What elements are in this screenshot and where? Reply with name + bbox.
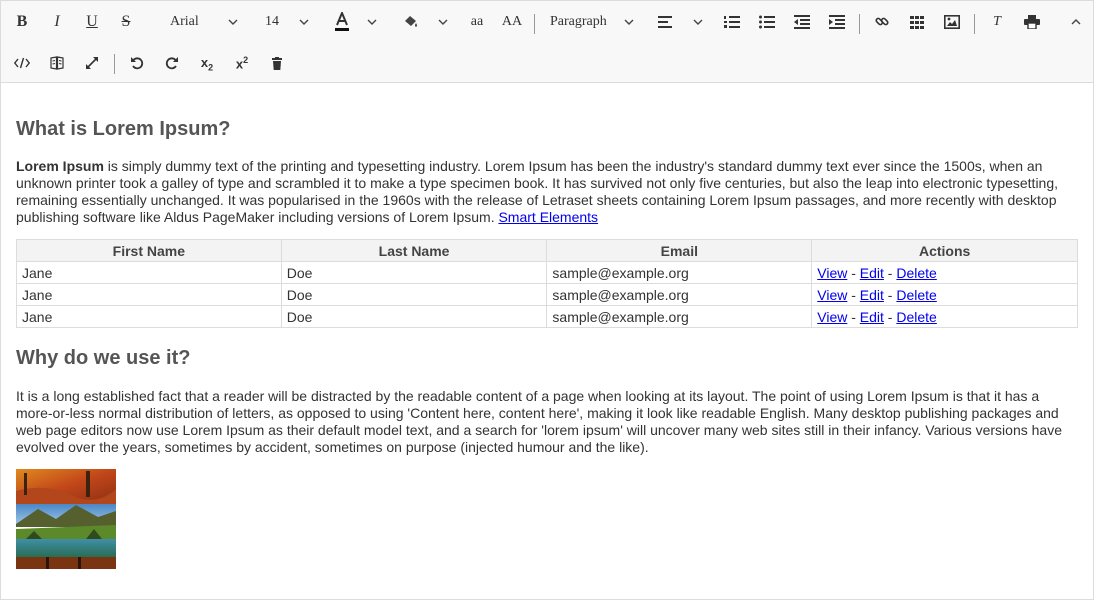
action-separator: - [847, 286, 860, 303]
data-table [16, 239, 1078, 328]
action-separator: - [883, 286, 897, 303]
font-color-button[interactable] [331, 10, 353, 34]
delete-button[interactable] [267, 53, 287, 73]
column-header-first-name: First Name [17, 240, 282, 262]
background-color-button[interactable] [400, 11, 422, 33]
action-separator: - [883, 308, 897, 325]
format-value: Paragraph [550, 14, 607, 29]
intro-bold-text: Lorem Ipsum [16, 158, 104, 174]
trash-icon [272, 57, 282, 70]
indent-icon [829, 15, 845, 29]
redo-icon [165, 56, 179, 70]
chevron-down-icon [299, 19, 309, 25]
last-name-cell: Doe [281, 306, 547, 328]
toolbar-separator [974, 14, 975, 34]
first-name-cell: Jane [17, 284, 282, 306]
unordered-list-button[interactable] [757, 12, 777, 32]
intro-paragraph [16, 158, 1072, 226]
landscape-image-graphic [16, 469, 116, 569]
ordered-list-button[interactable] [722, 12, 742, 32]
italic-icon: I [54, 13, 60, 30]
align-button[interactable] [656, 13, 674, 31]
underline-button[interactable] [81, 11, 103, 33]
action-separator: - [847, 264, 860, 281]
table-grid-icon [910, 16, 924, 29]
print-icon [1024, 15, 1040, 29]
actions-cell [812, 262, 1078, 284]
strikethrough-button[interactable] [115, 11, 137, 33]
delete-link[interactable]: Delete [896, 308, 937, 325]
intro-body-text: is simply dummy text of the printing and typesetting industry. Lorem Ipsum has been the industry's standard dummy text ever since the 1500s, when an unknown printer took a galley of type and scrambled it to make a type specimen book. It has survived not only five centuries, but also the leap into electronic typesetting, remaining essentially unchanged. It was popularised in the 1960s with the release of Letraset sheets containing Lorem Ipsum passages, and more recently with desktop publishing software like Aldus PageMaker including versions of Lorem Ipsum. [16, 158, 1059, 225]
heading-what-is-lorem-ipsum: What is Lorem Ipsum? [16, 118, 231, 140]
delete-link[interactable]: Delete [896, 286, 937, 303]
table-button[interactable] [907, 12, 927, 32]
background-color-dropdown[interactable] [436, 15, 450, 29]
first-name-cell: Jane [17, 262, 282, 284]
first-name-cell: Jane [17, 306, 282, 328]
email-cell: sample@example.org [547, 306, 812, 328]
uppercase-label: AA [501, 14, 523, 29]
image-icon [944, 15, 960, 29]
table-row [17, 284, 1078, 306]
toolbar-separator [114, 54, 115, 74]
action-separator: - [883, 264, 897, 281]
edit-link[interactable]: Edit [859, 308, 884, 325]
format-dropdown[interactable] [543, 11, 638, 33]
font-size-value: 14 [265, 14, 279, 29]
link-icon [875, 15, 889, 29]
chevron-up-icon [1071, 19, 1081, 25]
view-link[interactable]: View [817, 286, 848, 303]
chevron-down-icon [438, 19, 448, 25]
image-button[interactable] [942, 12, 962, 32]
clear-format-button[interactable] [987, 12, 1007, 32]
align-dropdown[interactable] [691, 15, 705, 29]
print-button[interactable] [1022, 12, 1042, 32]
clear-format-icon: T [993, 14, 1001, 29]
subscript-icon: $x_2$ [200, 55, 214, 73]
superscript-button[interactable] [232, 52, 252, 74]
fullscreen-button[interactable] [82, 53, 102, 73]
last-name-cell: Doe [281, 262, 547, 284]
unordered-list-icon [759, 15, 775, 29]
expand-icon [85, 56, 99, 70]
actions-cell [812, 306, 1078, 328]
italic-button[interactable] [46, 11, 68, 33]
toolbar [1, 1, 1093, 83]
outdent-button[interactable] [792, 12, 812, 32]
chevron-down-icon [693, 19, 703, 25]
chevron-down-icon [367, 19, 377, 25]
indent-button[interactable] [827, 12, 847, 32]
bold-button[interactable] [11, 11, 33, 33]
redo-button[interactable] [162, 53, 182, 73]
editor-content[interactable] [1, 84, 1093, 599]
font-color-icon [334, 12, 350, 32]
table-row [17, 306, 1078, 328]
align-left-icon [658, 16, 672, 28]
bold-icon: B [16, 13, 28, 30]
why-paragraph: It is a long established fact that a reader will be distracted by the readable content of a page when looking at its layout. The point of using Lorem Ipsum is that it has a more-or-less normal distribution of letters, as opposed to using 'Content here, content here', making it look like readable English. Many desktop publishing packages and web page editors now use Lorem Ipsum as their default model text, and a search for 'lorem ipsum' will uncover many web sites still in their infancy. Various versions have evolved over the years, sometimes by accident, sometimes on purpose (injected humour and the like). [16, 388, 1062, 455]
lowercase-label: aa [470, 14, 484, 29]
font-color-dropdown[interactable] [365, 15, 379, 29]
font-size-dropdown[interactable] [259, 11, 319, 33]
undo-button[interactable] [127, 53, 147, 73]
landscape-image[interactable] [16, 469, 116, 569]
lowercase-button[interactable] [465, 11, 489, 33]
book-icon [50, 56, 64, 70]
chevron-down-icon [624, 19, 634, 25]
ordered-list-icon [724, 15, 740, 29]
toolbar-separator [859, 14, 860, 34]
subscript-button[interactable] [197, 53, 217, 75]
edit-link[interactable]: Edit [859, 286, 884, 303]
undo-icon [130, 56, 144, 70]
superscript-icon: $x^2$ [235, 54, 249, 72]
underline-icon: U [86, 13, 98, 30]
toolbar-separator [534, 14, 535, 34]
action-separator: - [847, 308, 860, 325]
strikethrough-icon: S [121, 13, 131, 30]
actions-cell [812, 284, 1078, 306]
column-header-actions: Actions [812, 240, 1078, 262]
code-icon [14, 57, 30, 69]
edit-link[interactable]: Edit [859, 264, 884, 281]
chevron-down-icon [228, 19, 238, 25]
column-header-last-name: Last Name [281, 240, 547, 262]
column-header-email: Email [547, 240, 812, 262]
collapse-toolbar-button[interactable] [1069, 15, 1083, 29]
view-link[interactable]: View [817, 308, 848, 325]
uppercase-button[interactable] [498, 11, 526, 33]
source-code-button[interactable] [12, 53, 32, 73]
view-link[interactable]: View [817, 264, 848, 281]
font-name-value: Arial [170, 14, 199, 29]
link-button[interactable] [872, 12, 892, 32]
paint-bucket-icon [403, 14, 419, 30]
outdent-icon [794, 15, 810, 29]
font-name-dropdown[interactable] [161, 11, 246, 33]
heading-why-do-we-use-it: Why do we use it? [16, 347, 191, 369]
smart-elements-link[interactable]: Smart Elements [498, 209, 599, 225]
email-cell: sample@example.org [547, 262, 812, 284]
split-mode-button[interactable] [47, 53, 67, 73]
email-cell: sample@example.org [547, 284, 812, 306]
table-header-row [17, 240, 1078, 262]
delete-link[interactable]: Delete [896, 264, 937, 281]
table-row [17, 262, 1078, 284]
last-name-cell: Doe [281, 284, 547, 306]
